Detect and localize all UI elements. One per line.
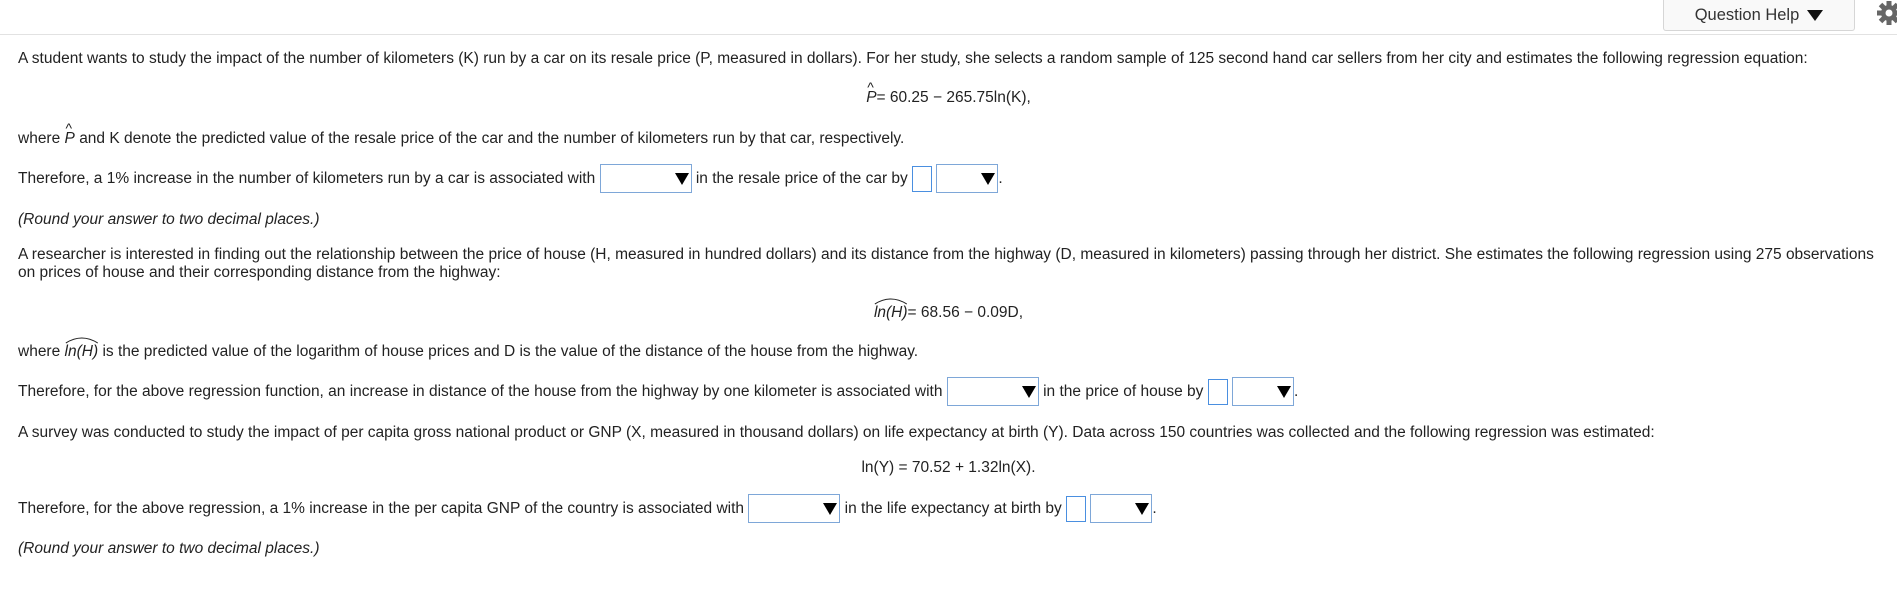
question-help-label: Question Help — [1694, 5, 1800, 24]
ln-h-hat — [874, 304, 908, 322]
q1-unit-dropdown[interactable] — [936, 164, 998, 193]
p-hat: ^ P — [65, 130, 75, 148]
answer-text: Therefore, for the above regression function, an increase in distance of the house from the highway by one kilometer is associated with — [18, 383, 943, 400]
q2-direction-dropdown[interactable] — [947, 377, 1039, 406]
q3-equation: ln(Y) = 70.52 + 1.32ln(X). — [861, 459, 1036, 476]
q2-equation — [0, 304, 1897, 322]
q1-where — [18, 130, 904, 148]
answer-text: Therefore, a 1% increase in the number of kilometers run by a car is associated with — [18, 170, 596, 187]
q1-direction-dropdown[interactable] — [600, 164, 692, 193]
q3-answer-line — [18, 500, 1157, 518]
q3-intro: A survey was conducted to study the impact of per capita gross national product or GNP (X, measured in thousand dollars) on life expectancy at birth (Y). Data across 150 countries was collected and the following regression was estimated: — [18, 424, 1655, 441]
triangle-down-icon — [1277, 386, 1291, 398]
q2-where — [18, 343, 918, 361]
q2-intro-line2: on prices of house and their corresponding distance from the highway: — [18, 264, 501, 281]
period-text: . — [1294, 383, 1299, 400]
triangle-down-icon — [1135, 503, 1149, 515]
q1-equation — [0, 89, 1897, 107]
period-text: . — [998, 170, 1003, 187]
p-hat: ^ P — [866, 89, 876, 107]
q2-intro-line1: A researcher is interested in finding out the relationship between the price of house (H, measured in hundred dollars) and its distance from the highway (D, measured in kilometers) passing through her district. She estimates the following regression using 275 observations — [18, 246, 1874, 263]
gear-icon[interactable] — [1867, 0, 1897, 28]
round-note-text: (Round your answer to two decimal places.) — [18, 540, 320, 557]
question-help-button[interactable] — [1663, 0, 1855, 31]
answer-text: in the price of house by — [1043, 383, 1204, 400]
ln-h-text: ln(H) — [64, 343, 99, 360]
ln-h-text: ln(H) — [873, 304, 908, 321]
triangle-down-icon — [981, 173, 995, 185]
q3-direction-dropdown[interactable] — [748, 494, 840, 523]
q2-unit-dropdown[interactable] — [1232, 377, 1294, 406]
ln-h-hat — [65, 343, 99, 361]
q1-amount-input[interactable] — [912, 166, 932, 192]
top-toolbar — [0, 0, 1897, 35]
triangle-down-icon — [1022, 386, 1036, 398]
q2-equation-text: = 68.56 − 0.09D, — [907, 304, 1024, 321]
period-text: . — [1152, 500, 1157, 517]
q2-amount-input[interactable] — [1208, 379, 1228, 405]
answer-text: in the life expectancy at birth by — [844, 500, 1062, 517]
where-rest-text: and K denote the predicted value of the resale price of the car and the number of kilometers run by that car, respectively. — [79, 130, 905, 147]
caret-down-icon — [1807, 10, 1823, 21]
q2-answer-line — [18, 383, 1298, 401]
q1-round-note — [18, 211, 320, 229]
q1-intro: A student wants to study the impact of the number of kilometers (K) run by a car on its resale price (P, measured in dollars). For her study, she selects a random sample of 125 second hand car sellers from her city and estimates the following regression equation: — [18, 50, 1808, 67]
triangle-down-icon — [823, 503, 837, 515]
q1-answer-line — [18, 170, 1003, 188]
round-note-text: (Round your answer to two decimal places.) — [18, 211, 320, 228]
answer-text: in the resale price of the car by — [695, 170, 908, 187]
answer-text: Therefore, for the above regression, a 1% increase in the per capita GNP of the country is associated with — [18, 500, 745, 517]
q1-equation-text: = 60.25 − 265.75ln(K), — [876, 89, 1031, 106]
where-text: where — [18, 130, 61, 147]
where-rest-text: is the predicted value of the logarithm of house prices and D is the value of the distance of the house from the highway. — [102, 343, 919, 360]
q3-unit-dropdown[interactable] — [1090, 494, 1152, 523]
q3-round-note — [18, 540, 320, 558]
where-text: where — [18, 343, 61, 360]
triangle-down-icon — [675, 173, 689, 185]
q3-amount-input[interactable] — [1066, 496, 1086, 522]
